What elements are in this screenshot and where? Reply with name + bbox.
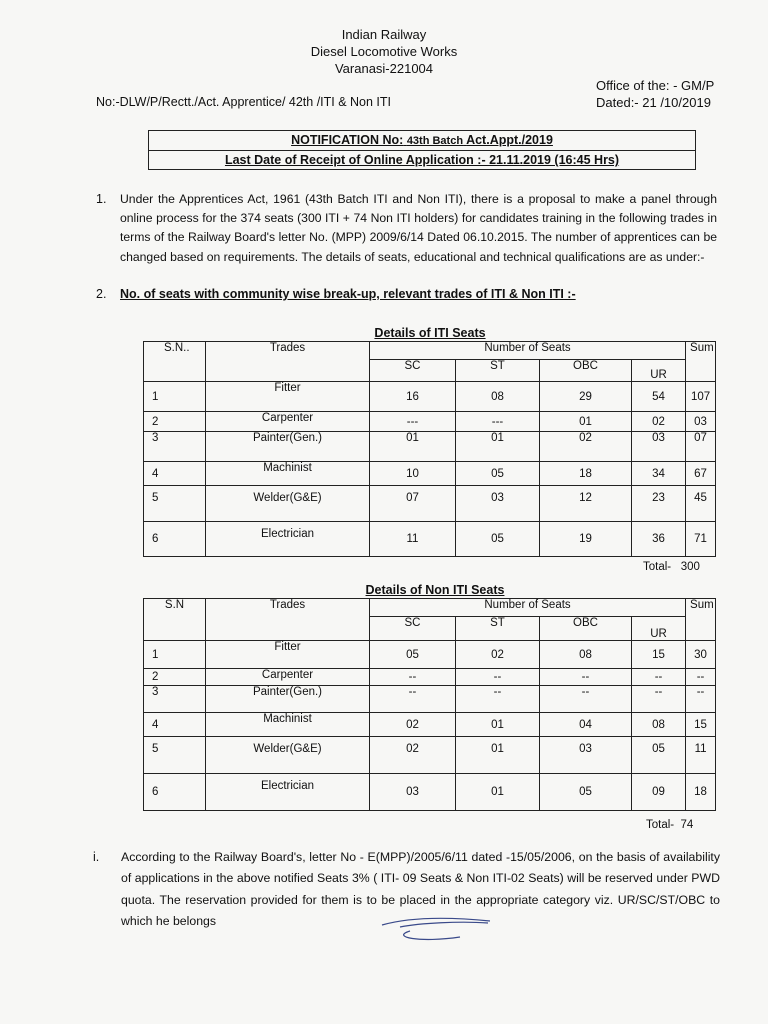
cell-sum: 15 — [686, 713, 716, 737]
cell-ur: 34 — [632, 462, 686, 486]
cell-sn: 1 — [144, 382, 206, 412]
cell-obc: -- — [540, 686, 632, 713]
cell-sc: 16 — [370, 382, 456, 412]
cell-st: 05 — [456, 522, 540, 557]
cell-trade: Machinist — [206, 713, 370, 737]
cell-trade: Welder(G&E) — [206, 486, 370, 522]
cell-sc: 05 — [370, 641, 456, 669]
cell-trade: Fitter — [206, 382, 370, 412]
cell-sc: 01 — [370, 432, 456, 462]
non-iti-header-trades: Trades — [206, 599, 370, 641]
non-iti-seats-table — [143, 598, 716, 811]
table-row — [144, 382, 716, 412]
table-row — [144, 432, 716, 462]
table-row — [144, 774, 716, 811]
cell-trade: Fitter — [206, 641, 370, 669]
cell-obc: 05 — [540, 774, 632, 811]
cell-obc: 01 — [540, 412, 632, 432]
cell-ur: 09 — [632, 774, 686, 811]
cell-trade: Electrician — [206, 522, 370, 557]
cell-ur: 15 — [632, 641, 686, 669]
table-row — [144, 486, 716, 522]
cell-ur: 03 — [632, 432, 686, 462]
cell-sum: 30 — [686, 641, 716, 669]
notification-box — [148, 130, 696, 170]
notification-prefix: NOTIFICATION No: — [291, 133, 404, 147]
cell-st: -- — [456, 669, 540, 686]
non-iti-header-sn: S.N — [144, 599, 206, 641]
cell-obc: 12 — [540, 486, 632, 522]
cell-st: 08 — [456, 382, 540, 412]
cell-ur: 54 — [632, 382, 686, 412]
notification-batch: 43th Batch — [406, 135, 464, 147]
cell-st: -- — [456, 686, 540, 713]
cell-sn: 5 — [144, 737, 206, 774]
non-iti-header-st: ST — [456, 617, 540, 641]
iti-header-ur: UR — [632, 360, 686, 382]
cell-ur: 23 — [632, 486, 686, 522]
cell-trade: Carpenter — [206, 669, 370, 686]
table-row — [144, 713, 716, 737]
note-i-number: i. — [93, 850, 100, 864]
cell-sc: 03 — [370, 774, 456, 811]
cell-sn: 2 — [144, 412, 206, 432]
iti-seats-table — [143, 341, 716, 557]
notification-title — [149, 131, 695, 150]
iti-header-st: ST — [456, 360, 540, 382]
cell-sn: 5 — [144, 486, 206, 522]
cell-obc: 18 — [540, 462, 632, 486]
iti-header-trades: Trades — [206, 342, 370, 382]
cell-sn: 3 — [144, 686, 206, 713]
iti-header-sum: Sum — [686, 342, 716, 382]
cell-trade: Welder(G&E) — [206, 737, 370, 774]
cell-sc: -- — [370, 686, 456, 713]
iti-header-sn: S.N.. — [144, 342, 206, 382]
iti-total: Total- 300 — [643, 561, 700, 573]
cell-obc: -- — [540, 669, 632, 686]
cell-sc: 02 — [370, 737, 456, 774]
cell-st: 01 — [456, 774, 540, 811]
cell-trade: Machinist — [206, 462, 370, 486]
non-iti-table-caption: Details of Non ITI Seats — [365, 583, 505, 597]
cell-sum: 67 — [686, 462, 716, 486]
cell-obc: 19 — [540, 522, 632, 557]
non-iti-header-number-of-seats: Number of Seats — [370, 599, 686, 617]
cell-trade: Painter(Gen.) — [206, 432, 370, 462]
iti-header-number-of-seats: Number of Seats — [370, 342, 686, 360]
note-i-text: According to the Railway Board's, letter No - E(MPP)/2005/6/11 dated -15/05/2006, on the basis of availability of applications in the above notified Seats 3% ( ITI- 09 Seats & Non ITI-02 Seats) will be reserved under PWD quota. The reservation provided for them is to be placed in the appropriate category viz. UR/SC/ST/OBC to which he belongs — [121, 850, 720, 928]
cell-st: 01 — [456, 713, 540, 737]
cell-sum: 107 — [686, 382, 716, 412]
cell-sc: --- — [370, 412, 456, 432]
cell-sum: -- — [686, 686, 716, 713]
cell-obc: 08 — [540, 641, 632, 669]
cell-sn: 6 — [144, 522, 206, 557]
signature — [380, 915, 500, 945]
non-iti-header-sum: Sum — [686, 599, 716, 641]
org-address: Varanasi-221004 — [334, 61, 434, 76]
cell-sum: 71 — [686, 522, 716, 557]
non-iti-header-ur: UR — [632, 617, 686, 641]
cell-st: 03 — [456, 486, 540, 522]
cell-sum: 07 — [686, 432, 716, 462]
non-iti-header-sc: SC — [370, 617, 456, 641]
non-iti-header-obc: OBC — [540, 617, 632, 641]
iti-header-sc: SC — [370, 360, 456, 382]
cell-sc: 07 — [370, 486, 456, 522]
cell-trade: Carpenter — [206, 412, 370, 432]
iti-table-caption: Details of ITI Seats — [374, 326, 486, 340]
cell-sum: -- — [686, 669, 716, 686]
org-unit: Diesel Locomotive Works — [310, 44, 458, 59]
cell-sum: 03 — [686, 412, 716, 432]
para1-text: Under the Apprentices Act, 1961 (43th Batch ITI and Non ITI), there is a proposal to make a panel through online process for the 374 seats (300 ITI + 74 Non ITI holders) for candidates training in the following trades in terms of the Railway Board's letter No. (MPP) 2009/6/14 Dated 06.10.2015. The number of apprentices can be changed based on requirements. The details of seats, educational and technical qualifications are as under:- — [120, 192, 717, 264]
org-name: Indian Railway — [341, 27, 427, 42]
cell-ur: 36 — [632, 522, 686, 557]
cell-sn: 6 — [144, 774, 206, 811]
para2-heading: No. of seats with community wise break-up, relevant trades of ITI & Non ITI :- — [120, 287, 576, 301]
last-date: Last Date of Receipt of Online Application :- 21.11.2019 (16:45 Hrs) — [149, 150, 695, 170]
table-row — [144, 462, 716, 486]
iti-header-obc: OBC — [540, 360, 632, 382]
cell-ur: 05 — [632, 737, 686, 774]
cell-sum: 11 — [686, 737, 716, 774]
cell-obc: 03 — [540, 737, 632, 774]
cell-sc: 02 — [370, 713, 456, 737]
table-row — [144, 737, 716, 774]
cell-st: 05 — [456, 462, 540, 486]
cell-sn: 2 — [144, 669, 206, 686]
cell-st: 01 — [456, 432, 540, 462]
cell-st: --- — [456, 412, 540, 432]
cell-sn: 4 — [144, 713, 206, 737]
cell-ur: -- — [632, 669, 686, 686]
cell-obc: 29 — [540, 382, 632, 412]
cell-sn: 4 — [144, 462, 206, 486]
cell-st: 02 — [456, 641, 540, 669]
cell-st: 01 — [456, 737, 540, 774]
cell-sc: 10 — [370, 462, 456, 486]
cell-ur: -- — [632, 686, 686, 713]
cell-trade: Painter(Gen.) — [206, 686, 370, 713]
table-row — [144, 522, 716, 557]
cell-sum: 45 — [686, 486, 716, 522]
cell-trade: Electrician — [206, 774, 370, 811]
cell-sn: 3 — [144, 432, 206, 462]
para1-number: 1. — [96, 192, 107, 206]
reference-number: No:-DLW/P/Rectt./Act. Apprentice/ 42th /ITI & Non ITI — [96, 95, 392, 109]
table-row — [144, 641, 716, 669]
para2-number: 2. — [96, 287, 107, 301]
table-row — [144, 412, 716, 432]
office-of: Office of the: - GM/P — [596, 78, 715, 93]
cell-ur: 08 — [632, 713, 686, 737]
cell-ur: 02 — [632, 412, 686, 432]
notification-suffix: Act.Appt./2019 — [466, 133, 553, 147]
non-iti-total: Total- 74 — [646, 819, 694, 831]
table-row — [144, 686, 716, 713]
dated: Dated:- 21 /10/2019 — [596, 95, 711, 110]
cell-sc: 11 — [370, 522, 456, 557]
cell-sc: -- — [370, 669, 456, 686]
cell-obc: 04 — [540, 713, 632, 737]
cell-sn: 1 — [144, 641, 206, 669]
cell-obc: 02 — [540, 432, 632, 462]
table-row — [144, 669, 716, 686]
cell-sum: 18 — [686, 774, 716, 811]
